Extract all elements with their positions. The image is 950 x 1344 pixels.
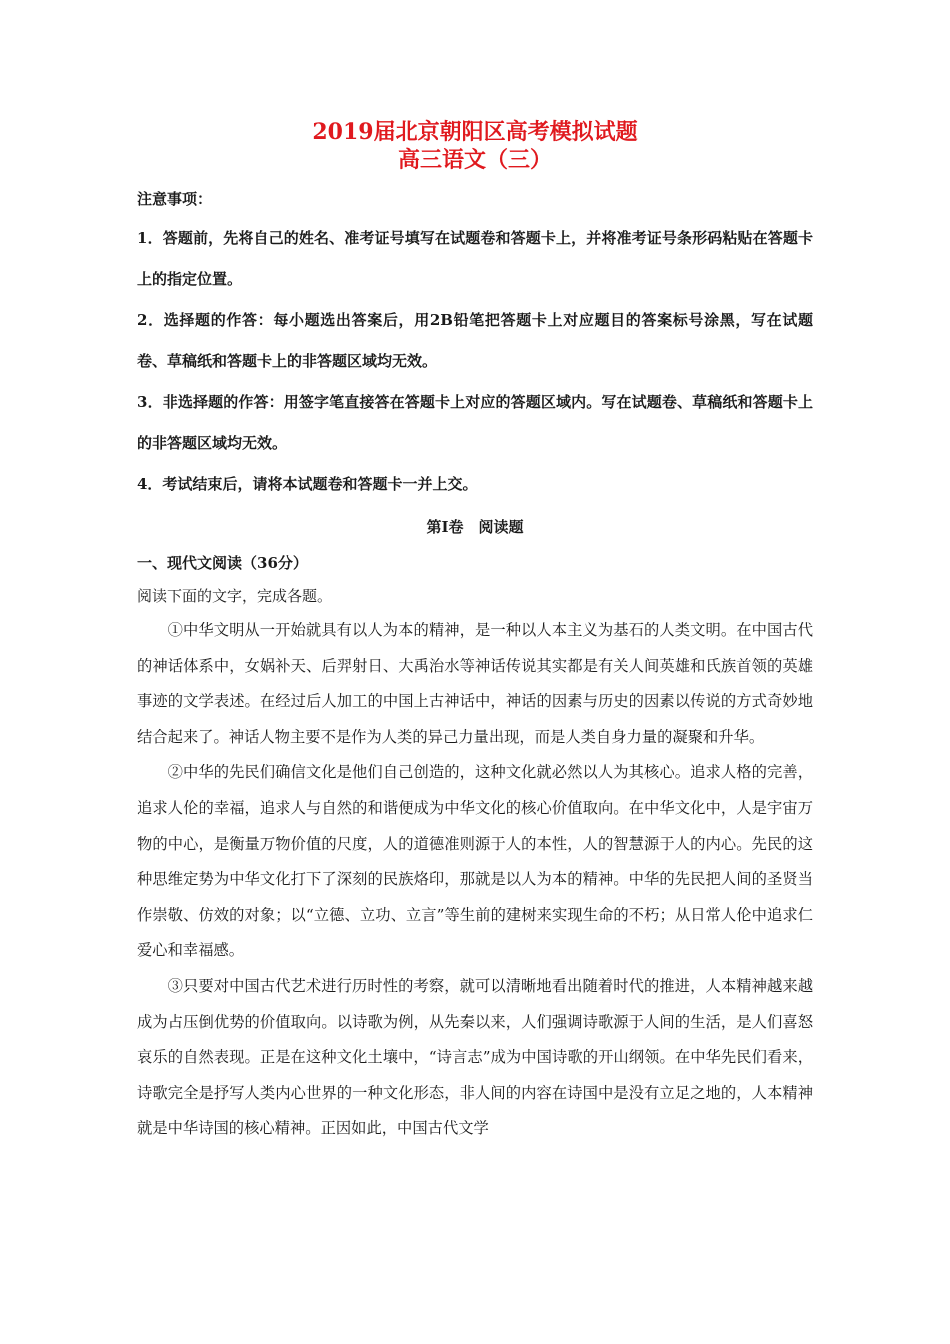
section-title: 第Ⅰ卷 阅读题 <box>426 518 524 536</box>
passage-paragraph-1: ①中华文明从一开始就具有以人为本的精神，是一种以人本主义为基石的人类文明。在中国古代的神话体系中，女娲补天、后羿射日、大禹治水等神话传说其实都是有关人间英雄和氏族首领的英雄事迹的文学表述。在经过后人加工的中国上古神话中，神话的因素与历史的因素以传说的方式奇妙地结合起来了。神话人物主要不是作为人类的异己力量出现，而是人类自身力量的凝聚和升华。 <box>137 621 813 746</box>
passage-paragraph-2: ②中华的先民们确信文化是他们自己创造的，这种文化就必然以人为其核心。追求人格的完善，追求人伦的幸福，追求人与自然的和谐便成为中华文化的核心价值取向。在中华文化中，人是宇宙万物的中心，是衡量万物价值的尺度，人的道德准则源于人的本性，人的智慧源于人的内心。先民的这种思维定势为中华文化打下了深刻的民族烙印，那就是以人为本的精神。中华的先民把人间的圣贤当作崇敬、仿效的对象；以“立德、立功、立言”等生前的建树来实现生命的不朽；从日常人伦中追求仁爱心和幸福感。 <box>137 763 813 960</box>
notice-item-4: 4．考试结束后，请将本试题卷和答题卡一并上交。 <box>137 475 478 493</box>
reading-instruction: 阅读下面的文字，完成各题。 <box>137 587 333 605</box>
notice-item-3: 3．非选择题的作答：用签字笔直接答在答题卡上对应的答题区域内。写在试题卷、草稿纸和答题卡上的非答题区域均无效。 <box>137 393 813 452</box>
exam-title: 2019届北京朝阳区高考模拟试题 <box>312 119 638 145</box>
passage-paragraph-3: ③只要对中国古代艺术进行历时性的考察，就可以清晰地看出随着时代的推进，人本精神越来越成为占压倒优势的价值取向。以诗歌为例，从先秦以来，人们强调诗歌源于人间的生活，是人们喜怒哀乐的自然表现。正是在这种文化土壤中，“诗言志”成为中国诗歌的开山纲领。在中华先民们看来，诗歌完全是抒写人类内心世界的一种文化形态，非人间的内容在诗国中是没有立足之地的，人本精神就是中华诗国的核心精神。正因如此，中国古代文学 <box>137 976 813 1138</box>
notice-section <box>137 180 813 505</box>
notice-heading: 注意事项： <box>137 190 213 208</box>
notice-item-2: 2．选择题的作答：每小题选出答案后，用2B铅笔把答题卡上对应题目的答案标号涂黑，写在试题卷、草稿纸和答题卡上的非答题区域均无效。 <box>137 311 813 370</box>
exam-subtitle: 高三语文（三） <box>397 147 552 173</box>
notice-item-1: 1．答题前，先将自己的姓名、准考证号填写在试题卷和答题卡上，并将准考证号条形码粘贴在答题卡上的指定位置。 <box>137 229 813 288</box>
reading-passage <box>137 613 813 1147</box>
exam-page <box>137 118 813 1147</box>
title-block <box>137 118 813 174</box>
part-heading: 一、现代文阅读（36分） <box>137 554 308 572</box>
